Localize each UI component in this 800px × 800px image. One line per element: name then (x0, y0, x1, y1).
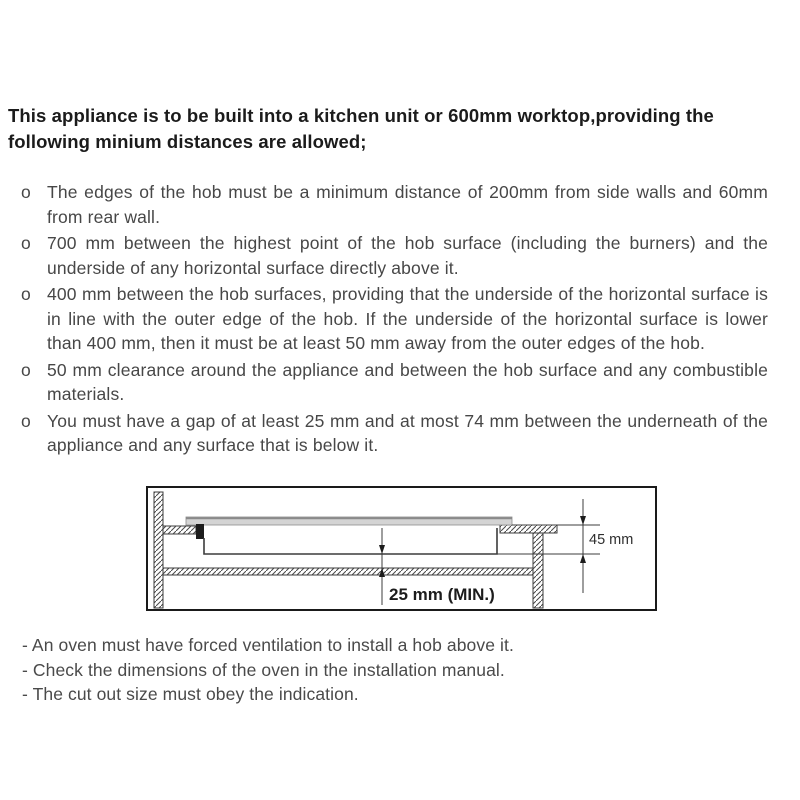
bullet-text: You must have a gap of at least 25 mm and at most 74 mm between the underneath of the appliance and any surface that is below it. (47, 410, 768, 455)
hob-edge-clamp (196, 524, 204, 539)
bullet-marker: o (21, 410, 31, 431)
bullet-marker: o (21, 233, 31, 253)
bullet-text: The edges of the hob must be a minimum distance of 200mm from side walls and 60mm from rear wall. (47, 182, 768, 227)
footer-notes (22, 633, 762, 707)
list-item (0, 409, 768, 458)
bullet-marker: o (21, 182, 31, 202)
list-item (0, 231, 768, 280)
lower-shelf-section (163, 568, 533, 575)
hob-cross-section-drawing (146, 486, 657, 612)
worktop-left-section (163, 526, 196, 534)
dimension-label-25mm: 25 mm (MIN.) (389, 585, 495, 604)
dimension-label-45mm: 45 mm (589, 532, 634, 548)
list-item (0, 358, 768, 407)
cabinet-panel-section (533, 533, 543, 608)
page-title: This appliance is to be built into a kitchen unit or 600mm worktop,providing the following minium distances are allowed; (8, 105, 714, 152)
installation-diagram (146, 486, 657, 612)
worktop-right-section (500, 525, 557, 533)
bullet-text: 50 mm clearance around the appliance and between the hob surface and any combustible materials. (47, 359, 768, 404)
side-wall-section (154, 492, 163, 608)
note-line: - An oven must have forced ventilation to install a hob above it. (22, 635, 514, 655)
note-line: - Check the dimensions of the oven in the installation manual. (22, 659, 505, 680)
minimum-distance-list (0, 180, 768, 460)
bullet-marker: o (21, 359, 31, 380)
bullet-marker: o (21, 284, 31, 304)
bullet-text: 700 mm between the highest point of the hob surface (including the burners) and the underside of any horizontal surface directly above it. (47, 233, 768, 278)
list-item (0, 282, 768, 356)
note-line: - The cut out size must obey the indication. (22, 684, 359, 704)
bullet-text: 400 mm between the hob surfaces, providing that the underside of the horizontal surface is in line with the outer edge of the hob. If the underside of the horizontal surface is lower than 400 mm, then it must be at least 50 mm away from the outer edges of the hob. (47, 284, 768, 353)
list-item (0, 180, 768, 229)
